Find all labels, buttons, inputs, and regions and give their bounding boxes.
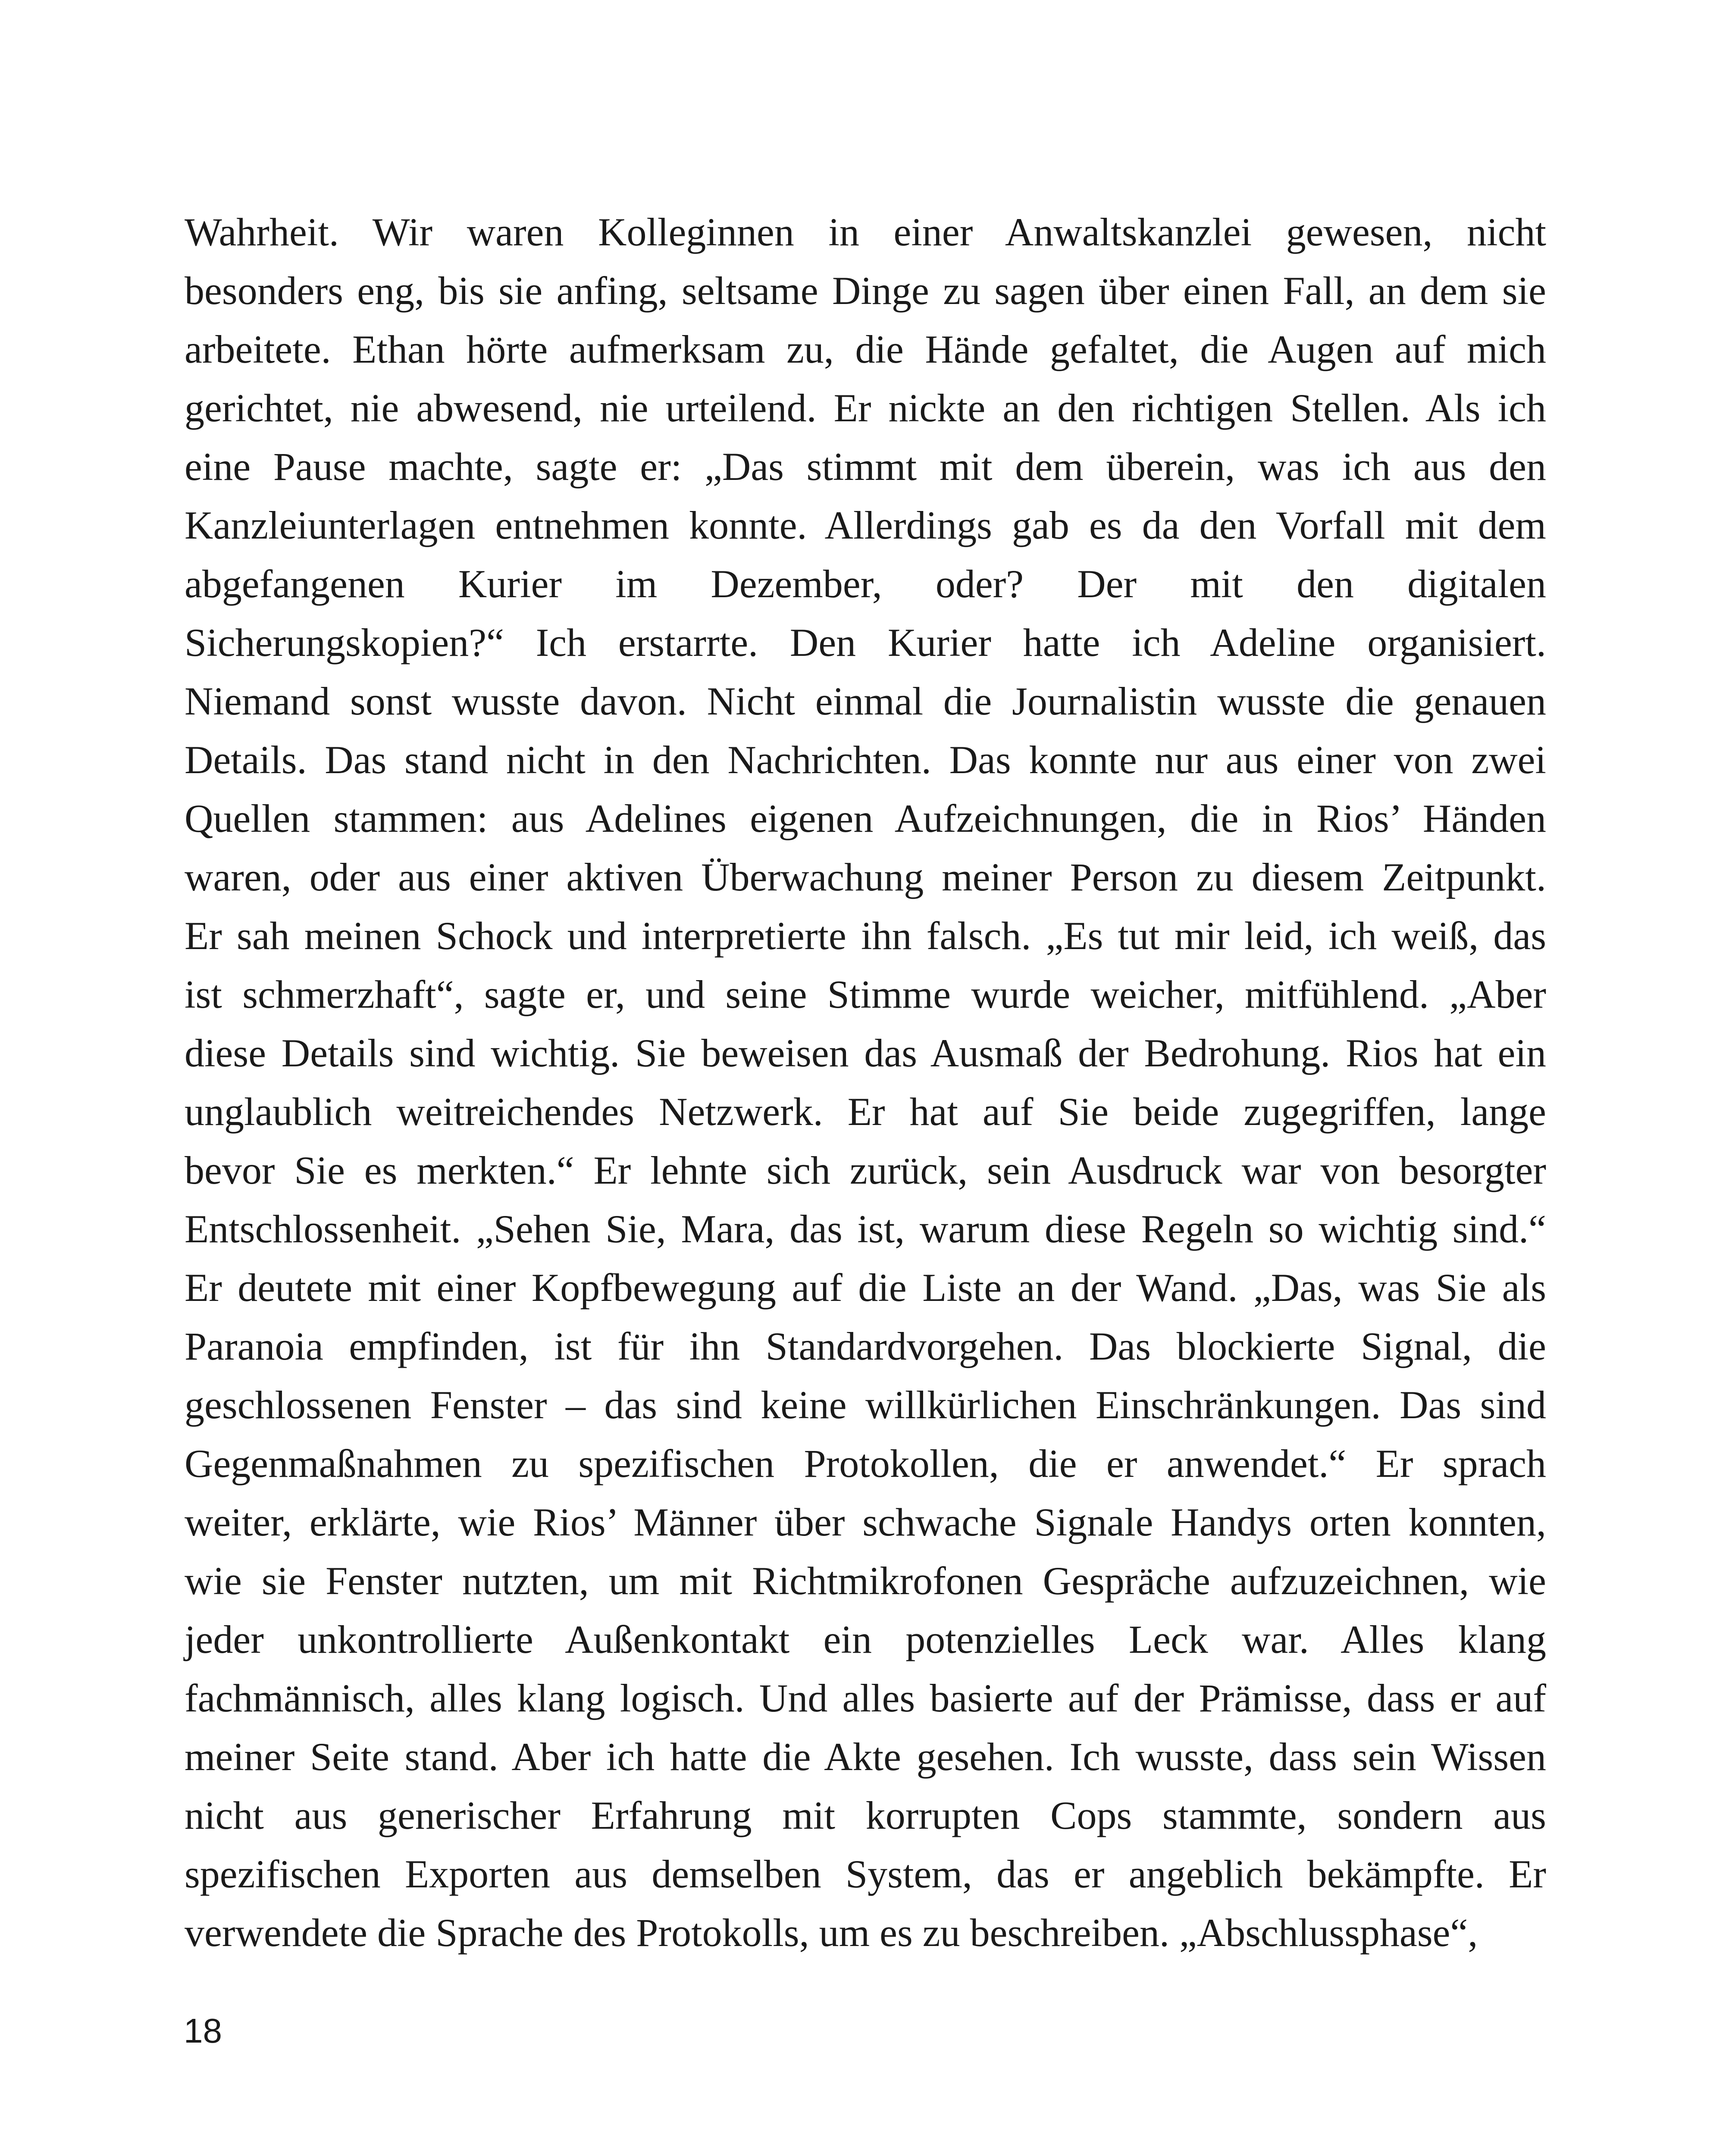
text-line: abgefangenen Kurier im Dezember, oder? Der mit den digitalen	[185, 562, 1546, 606]
text-line: bevor Sie es merkten.“ Er lehnte sich zurück, sein Ausdruck war von besorgter	[185, 1148, 1546, 1192]
text-line: waren, oder aus einer aktiven Überwachung meiner Person zu diesem Zeitpunkt.	[185, 855, 1546, 899]
body-text	[185, 203, 1546, 1962]
text-line: Wahrheit. Wir waren Kolleginnen in einer Anwaltskanzlei gewesen, nicht	[185, 210, 1546, 254]
text-line: fachmännisch, alles klang logisch. Und alles basierte auf der Prämisse, dass er auf	[185, 1676, 1546, 1720]
text-line: Kanzleiunterlagen entnehmen konnte. Allerdings gab es da den Vorfall mit dem	[185, 503, 1546, 547]
text-line: Paranoia empfinden, ist für ihn Standardvorgehen. Das blockierte Signal, die	[185, 1324, 1546, 1368]
text-line: weiter, erklärte, wie Rios’ Männer über schwache Signale Handys orten konnten,	[185, 1500, 1546, 1544]
text-line: Details. Das stand nicht in den Nachrichten. Das konnte nur aus einer von zwei	[185, 738, 1546, 782]
text-line: verwendete die Sprache des Protokolls, um es zu beschreiben. „Abschlussphase“,	[185, 1911, 1478, 1955]
text-line: eine Pause machte, sagte er: „Das stimmt mit dem überein, was ich aus den	[185, 445, 1546, 489]
text-line: besonders eng, bis sie anfing, seltsame Dinge zu sagen über einen Fall, an dem sie	[185, 269, 1546, 313]
text-line: nicht aus generischer Erfahrung mit korrupten Cops stammte, sondern aus	[185, 1793, 1546, 1837]
text-line: Sicherungskopien?“ Ich erstarrte. Den Kurier hatte ich Adeline organisiert.	[185, 620, 1546, 664]
text-line: Gegenmaßnahmen zu spezifischen Protokollen, die er anwendet.“ Er sprach	[185, 1442, 1546, 1485]
text-line: Er deutete mit einer Kopfbewegung auf die Liste an der Wand. „Das, was Sie als	[185, 1266, 1546, 1310]
text-line: diese Details sind wichtig. Sie beweisen das Ausmaß der Bedrohung. Rios hat ein	[185, 1031, 1546, 1075]
text-line: spezifischen Exporten aus demselben System, das er angeblich bekämpfte. Er	[185, 1852, 1546, 1896]
text-line: Niemand sonst wusste davon. Nicht einmal die Journalistin wusste die genauen	[185, 679, 1546, 723]
text-line: jeder unkontrollierte Außenkontakt ein potenzielles Leck war. Alles klang	[185, 1617, 1546, 1661]
text-line: geschlossenen Fenster – das sind keine willkürlichen Einschränkungen. Das sind	[185, 1383, 1546, 1427]
text-line: ist schmerzhaft“, sagte er, und seine Stimme wurde weicher, mitfühlend. „Aber	[185, 972, 1546, 1016]
text-line: wie sie Fenster nutzten, um mit Richtmikrofonen Gespräche aufzuzeichnen, wie	[185, 1559, 1546, 1603]
text-line: arbeitete. Ethan hörte aufmerksam zu, die Hände gefaltet, die Augen auf mich	[185, 327, 1546, 371]
text-line: meiner Seite stand. Aber ich hatte die Akte gesehen. Ich wusste, dass sein Wissen	[185, 1735, 1546, 1779]
text-line: Er sah meinen Schock und interpretierte ihn falsch. „Es tut mir leid, ich weiß, das	[185, 914, 1546, 958]
text-line: Entschlossenheit. „Sehen Sie, Mara, das ist, warum diese Regeln so wichtig sind.“	[185, 1207, 1546, 1251]
text-line: Quellen stammen: aus Adelines eigenen Aufzeichnungen, die in Rios’ Händen	[185, 796, 1546, 840]
text-line: unglaublich weitreichendes Netzwerk. Er hat auf Sie beide zugegriffen, lange	[185, 1090, 1546, 1134]
text-line: gerichtet, nie abwesend, nie urteilend. Er nickte an den richtigen Stellen. Als ich	[185, 386, 1546, 430]
page-number: 18	[184, 2012, 222, 2050]
